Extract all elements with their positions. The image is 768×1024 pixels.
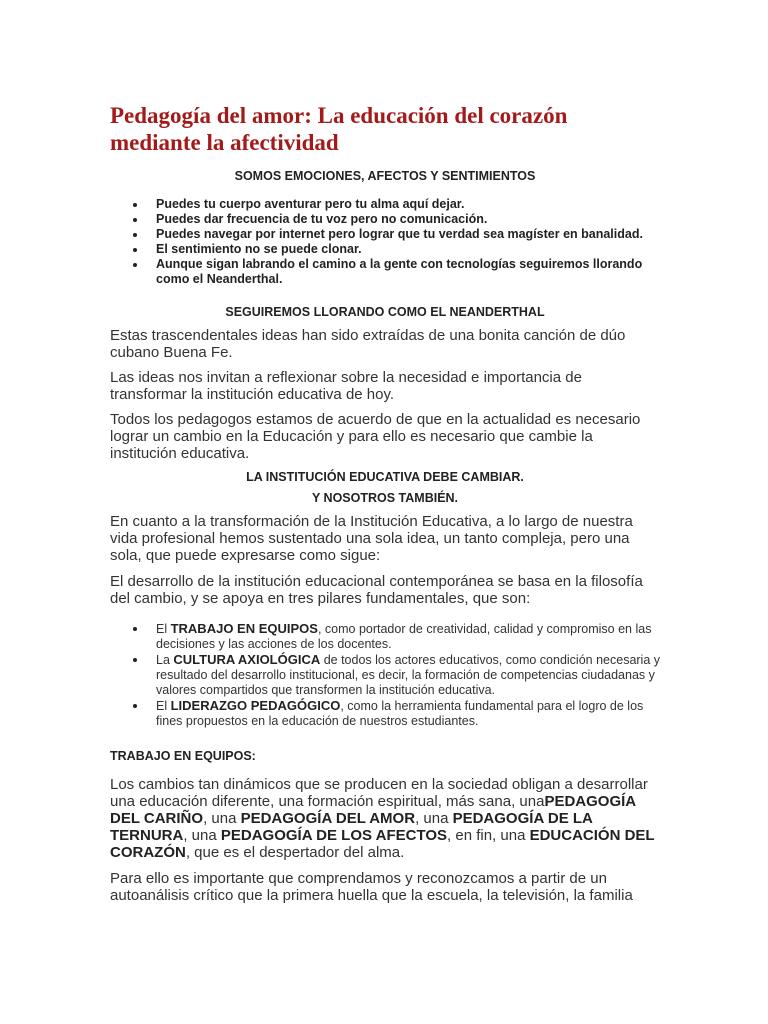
paragraph: Los cambios tan dinámicos que se producen en la sociedad obligan a desarrollar una educación diferente, una formación espiritual, más sana, unaPEDAGOGÍA DEL CARIÑO, una PEDAGOGÍA DEL AMOR, una PEDAGOGÍA DE LA TERNURA, una PEDAGOGÍA DE LOS AFECTOS, en fin, una EDUCACIÓN DEL CORAZÓN, que es el despertador del alma.: [110, 776, 655, 861]
document-page: [110, 102, 660, 904]
list-item: El LIDERAZGO PEDAGÓGICO, como la herramienta fundamental para el logro de los fines propuestos en la educación de nuestros estudiantes.: [110, 698, 660, 729]
page-title: Pedagogía del amor: La educación del corazón mediante la afectividad: [110, 103, 568, 155]
list-item: El TRABAJO EN EQUIPOS, como portador de creatividad, calidad y compromiso en las decisiones y las acciones de los docentes.: [110, 621, 660, 652]
poem-list: [110, 197, 660, 287]
section-heading-emociones: SOMOS EMOCIONES, AFECTOS Y SENTIMIENTOS: [234, 169, 536, 183]
pillar-term: LIDERAZGO PEDAGÓGICO: [170, 698, 341, 713]
list-item: Puedes dar frecuencia de tu voz pero no comunicación.: [110, 212, 660, 227]
list-item: La CULTURA AXIOLÓGICA de todos los actores educativos, como condición necesaria y resultado del desarrollo institucional, es decir, la formación de competencias ciudadanas y valores compartidos que transformen la institución educativa.: [110, 652, 660, 698]
paragraph: Las ideas nos invitan a reflexionar sobre la necesidad e importancia de transformar la institución educativa de hoy.: [110, 369, 582, 403]
section-heading-nosotros: Y NOSOTROS TAMBIÉN.: [311, 491, 459, 505]
paragraph: Para ello es importante que comprendamos y reconozcamos a partir de un autoanálisis crítico que la primera huella que la escuela, la televisión, la familia: [110, 870, 633, 904]
paragraph: El desarrollo de la institución educacional contemporánea se basa en la filosofía del cambio, y se apoya en tres pilares fundamentales, que son:: [110, 573, 643, 607]
list-item: Puedes navegar por internet pero lograr que tu verdad sea magíster en banalidad.: [110, 227, 660, 242]
section-heading-neanderthal: SEGUIREMOS LLORANDO COMO EL NEANDERTHAL: [225, 305, 545, 319]
paragraph: Todos los pedagogos estamos de acuerdo de que en la actualidad es necesario lograr un cambio en la Educación y para ello es necesario que cambie la institución educativa.: [110, 411, 641, 462]
pillar-term: TRABAJO EN EQUIPOS: [170, 621, 318, 636]
paragraph: En cuanto a la transformación de la Institución Educativa, a lo largo de nuestra vida profesional hemos sustentado una sola idea, un tanto compleja, pero una sola, que puede expresarse como sigue:: [110, 513, 633, 564]
paragraph: Estas trascendentales ideas han sido extraídas de una bonita canción de dúo cubano Buena Fe.: [110, 327, 626, 361]
list-item: Aunque sigan labrando el camino a la gente con tecnologías seguiremos llorando como el Neanderthal.: [110, 257, 660, 287]
section-heading-trabajo: TRABAJO EN EQUIPOS:: [110, 749, 256, 763]
list-item: Puedes tu cuerpo aventurar pero tu alma aquí dejar.: [110, 197, 660, 212]
pillar-term: CULTURA AXIOLÓGICA: [173, 652, 321, 667]
section-heading-institucion: LA INSTITUCIÓN EDUCATIVA DEBE CAMBIAR.: [246, 470, 524, 484]
list-item: El sentimiento no se puede clonar.: [110, 242, 660, 257]
pillars-list: [110, 621, 660, 729]
